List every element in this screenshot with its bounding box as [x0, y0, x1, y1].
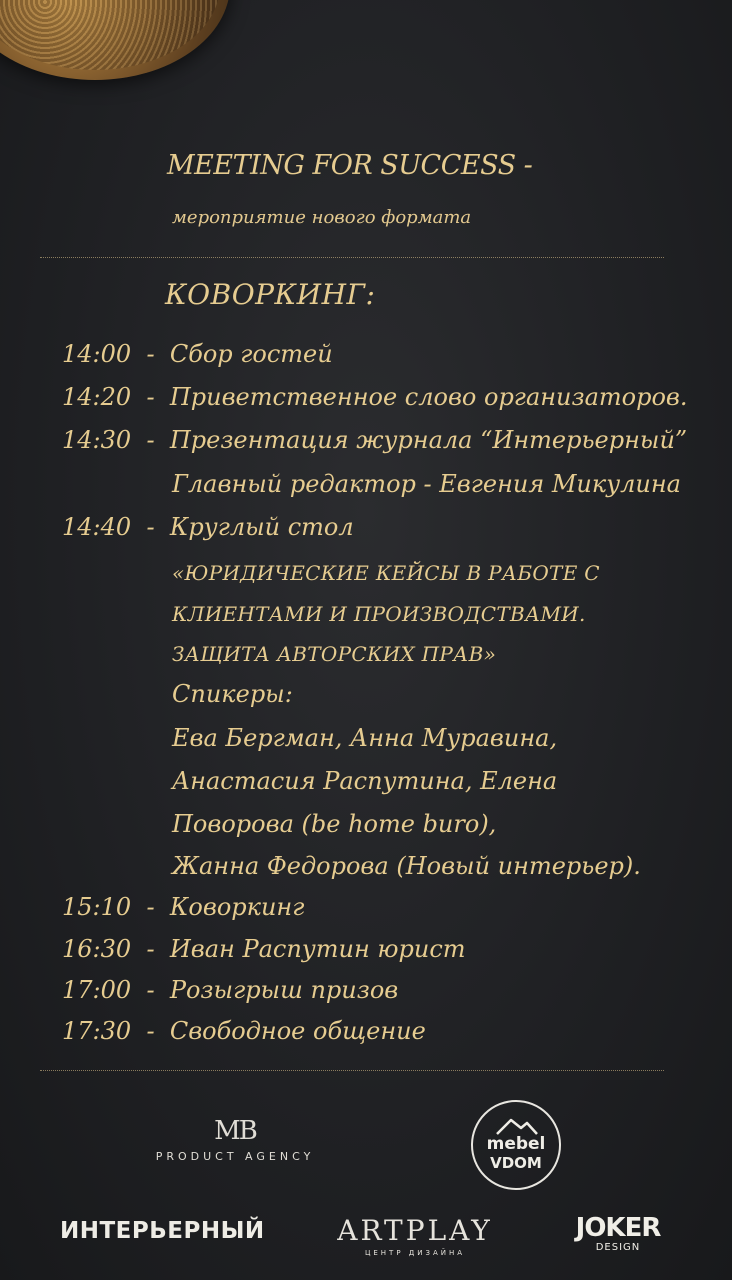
schedule-item: [62, 513, 354, 541]
schedule-item: [62, 340, 333, 368]
schedule-item: [62, 976, 398, 1004]
mebel-word: mebel: [486, 1134, 546, 1154]
mb-text: PRODUCT AGENCY: [155, 1150, 315, 1163]
schedule-time: 14:20: [62, 383, 132, 411]
top-divider: [40, 257, 664, 258]
schedule-separator: -: [138, 1017, 163, 1045]
schedule-time: 14:30: [62, 426, 132, 454]
artplay-logo: [325, 1214, 505, 1257]
schedule-time: 16:30: [62, 935, 132, 963]
schedule-detail: Поворова (be home buro),: [172, 810, 497, 838]
schedule-item: [62, 426, 687, 454]
schedule-text: Сбор гостей: [169, 340, 333, 368]
artplay-main: ARTPLAY: [337, 1214, 493, 1247]
event-title: MEETING FOR SUCCESS -: [167, 150, 533, 181]
schedule-item: [62, 935, 466, 963]
schedule-item: [62, 893, 304, 921]
schedule-item: [62, 1017, 426, 1045]
schedule-detail: «ЮРИДИЧЕСКИЕ КЕЙСЫ В РАБОТЕ С: [172, 561, 600, 585]
event-subtitle: мероприятие нового формата: [172, 207, 472, 228]
section-title: КОВОРКИНГ:: [165, 278, 376, 311]
mb-product-agency-logo: [135, 1116, 335, 1163]
schedule-separator: -: [138, 893, 163, 921]
schedule-separator: -: [138, 383, 163, 411]
schedule-detail: Жанна Федорова (Новый интерьер).: [172, 852, 641, 880]
schedule-separator: -: [138, 340, 163, 368]
artplay-sub: ЦЕНТР ДИЗАЙНА: [364, 1249, 466, 1257]
schedule-time: 14:40: [62, 513, 132, 541]
sponsor-logos: [0, 1090, 732, 1280]
vdom-word: VDOM: [490, 1154, 542, 1172]
schedule-detail: Спикеры:: [172, 680, 293, 708]
schedule-separator: -: [138, 426, 163, 454]
schedule-time: 15:10: [62, 893, 132, 921]
house-roof-icon: [495, 1116, 539, 1136]
schedule-text: Круглый стол: [169, 513, 354, 541]
gold-decoration: [0, 0, 230, 80]
schedule-time: 14:00: [62, 340, 132, 368]
schedule-time: 17:30: [62, 1017, 132, 1045]
schedule-text: Приветственное слово организаторов.: [169, 383, 688, 411]
joker-sub: DESIGN: [595, 1242, 641, 1253]
schedule-detail: ЗАЩИТА АВТОРСКИХ ПРАВ»: [172, 642, 497, 666]
schedule-separator: -: [138, 976, 163, 1004]
schedule-item: [62, 383, 688, 411]
schedule-text: Презентация журнала “Интерьерный”: [169, 426, 688, 454]
bottom-divider: [40, 1070, 664, 1071]
schedule-text: Свободное общение: [169, 1017, 426, 1045]
schedule-detail: Главный редактор - Евгения Микулина: [172, 470, 681, 498]
schedule-detail: Анастасия Распутина, Елена: [172, 767, 558, 795]
schedule-text: Коворкинг: [169, 893, 305, 921]
schedule-text: Розыгрыш призов: [169, 976, 399, 1004]
schedule-detail: Ева Бергман, Анна Муравина,: [172, 724, 558, 752]
mebel-vdom-logo: [471, 1100, 561, 1190]
joker-main: JOKER: [575, 1213, 661, 1243]
schedule-time: 17:00: [62, 976, 132, 1004]
schedule-separator: -: [138, 935, 163, 963]
interior-magazine-logo: ИНТЕРЬЕРНЫЙ: [60, 1218, 265, 1244]
mb-mark: MB: [214, 1116, 256, 1146]
schedule-text: Иван Распутин юрист: [169, 935, 466, 963]
schedule-separator: -: [138, 513, 163, 541]
joker-design-logo: [568, 1214, 668, 1253]
schedule-detail: КЛИЕНТАМИ И ПРОИЗВОДСТВАМИ.: [172, 602, 586, 626]
